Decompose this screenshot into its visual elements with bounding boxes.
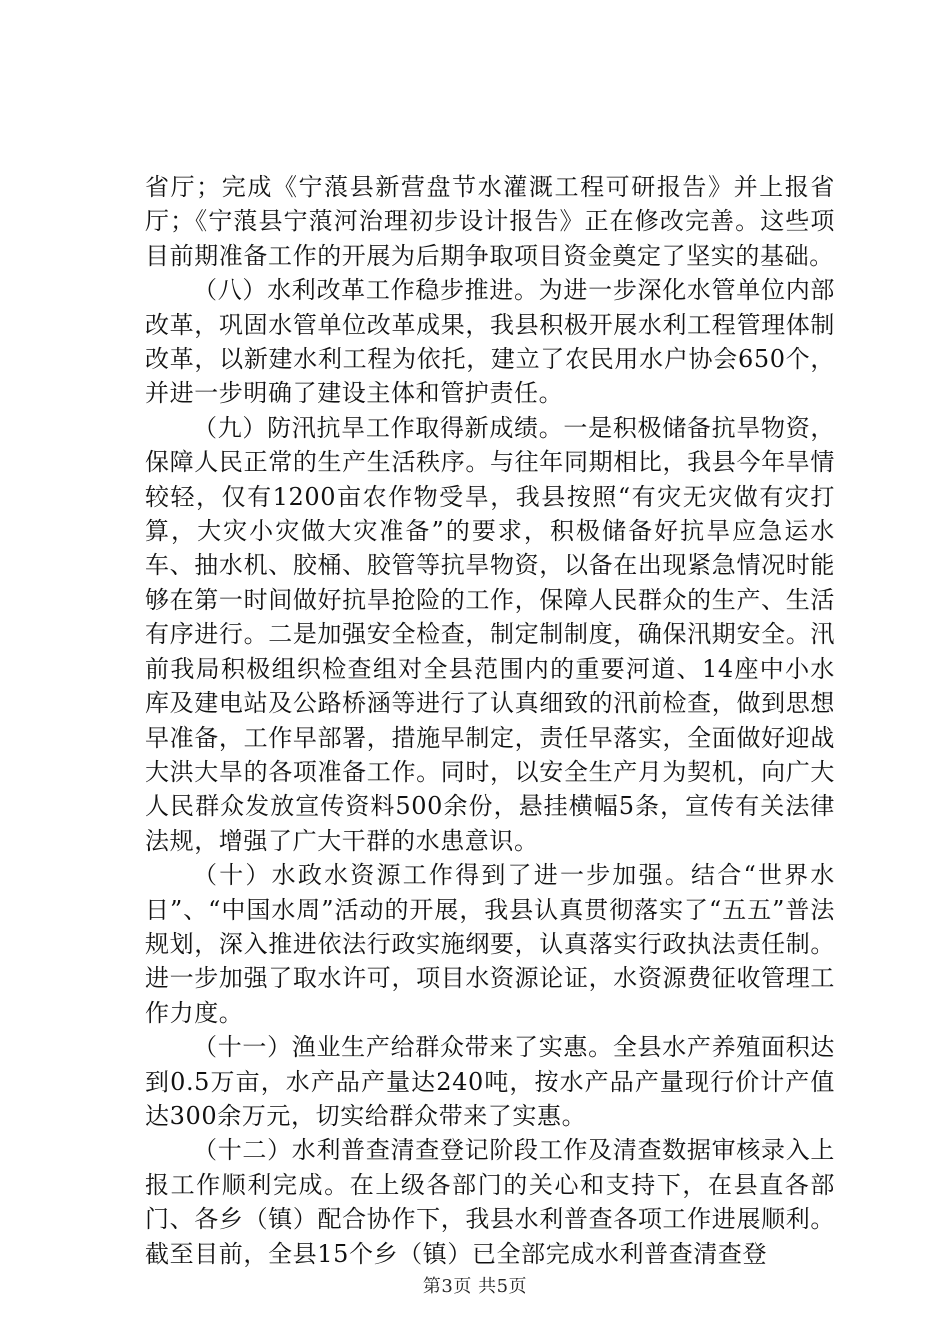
paragraph-flood-drought: （九）防汛抗旱工作取得新成绩。一是积极储备抗旱物资，保障人民正常的生产生活秩序。与往年同期相比，我县今年旱情较轻，仅有1200亩农作物受旱，我县按照“有灾无灾做有灾打算，大灾小灾做大灾准备”的要求，积极储备好抗旱应急运水车、抽水机、胶桶、胶管等抗旱物资，以备在出现紧急情况时能够在第一时间做好抗旱抢险的工作，保障人民群众的生产、生活有序进行。二是加强安全检查，制定制制度，确保汛期安全。汛前我局积极组织检查组对全县范围内的重要河道、14座中小水库及建电站及公路桥涵等进行了认真细致的汛前检查，做到思想早准备，工作早部署，措施早制定，责任早落实，全面做好迎战大洪大旱的各项准备工作。同时，以安全生产月为契机，向广大人民群众发放宣传资料500余份，悬挂横幅5条，宣传有关法律法规，增强了广大干群的水患意识。: [145, 413, 835, 855]
paragraph-water-census: （十二）水利普查清查登记阶段工作及清查数据审核录入上报工作顺利完成。在上级各部门的关心和支持下，在县直各部门、各乡（镇）配合协作下，我县水利普查各项工作进展顺利。截至目前，全县15个乡（镇）已全部完成水利普查清查登: [145, 1136, 835, 1268]
paragraph-fishery: （十一）渔业生产给群众带来了实惠。全县水产养殖面积达到0.5万亩，水产品产量达240吨，按水产品产量现行价计产值达300余万元，切实给群众带来了实惠。: [145, 1033, 835, 1130]
document-body: [145, 170, 835, 1271]
paragraph-project-prep: 省厅；完成《宁蒗县新营盘节水灌溉工程可研报告》并上报省厅；《宁蒗县宁蒗河治理初步设计报告》正在修改完善。这些项目前期准备工作的开展为后期争取项目资金奠定了坚实的基础。: [145, 173, 835, 270]
paragraph-water-administration: （十）水政水资源工作得到了进一步加强。结合“世界水日”、“中国水周”活动的开展，我县认真贯彻落实了“五五”普法规划，深入推进依法行政实施纲要，认真落实行政执法责任制。进一步加强了取水许可，项目水资源论证，水资源费征收管理工作力度。: [145, 861, 835, 1027]
page-number-footer: 第3页 共5页: [422, 1276, 528, 1297]
paragraph-water-reform: （八）水利改革工作稳步推进。为进一步深化水管单位内部改革，巩固水管单位改革成果，我县积极开展水利工程管理体制改革，以新建水利工程为依托，建立了农民用水户协会650个，并进一步明确了建设主体和管护责任。: [145, 276, 835, 408]
